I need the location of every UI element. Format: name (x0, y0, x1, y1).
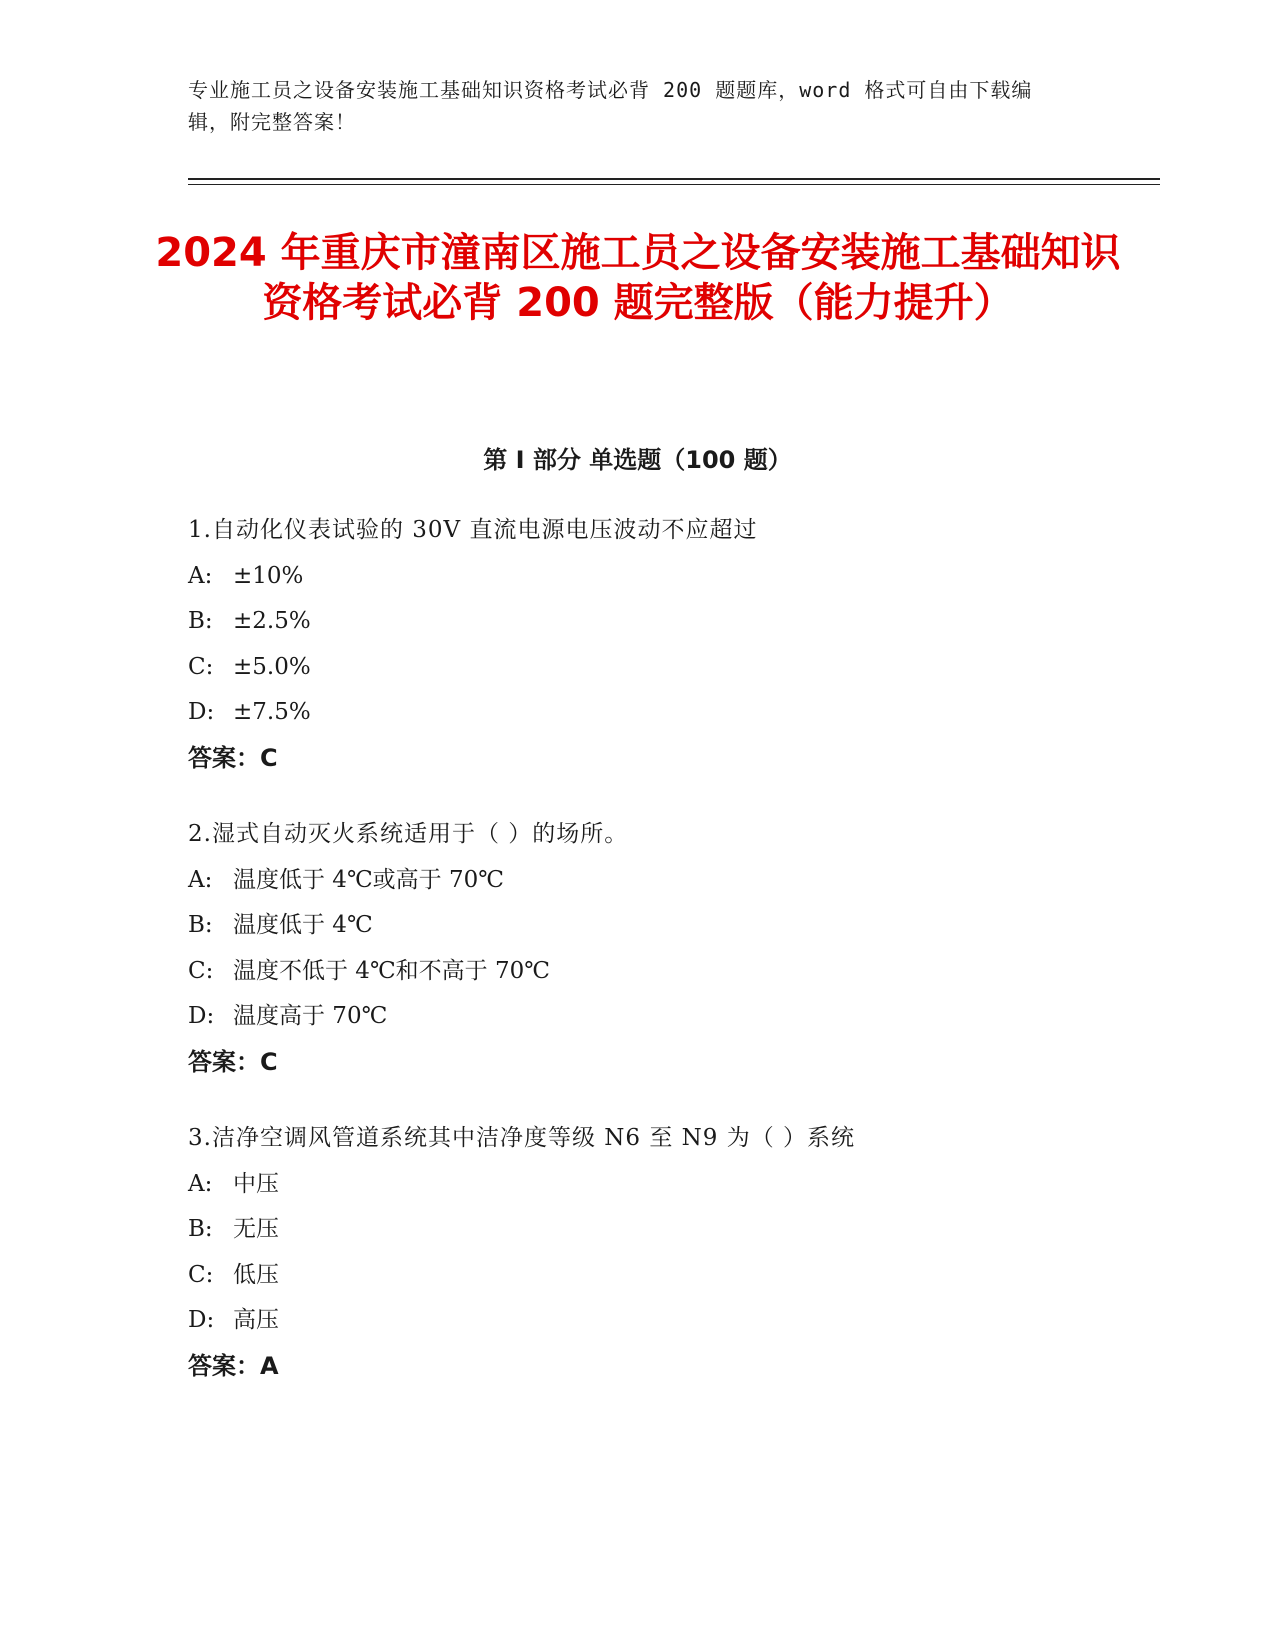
option-d: D: ±7.5% (188, 699, 311, 725)
question-stem: 1.自动化仪表试验的 30V 直流电源电压波动不应超过 (188, 517, 758, 543)
header-divider (188, 178, 1160, 180)
option-c: C: 温度不低于 4℃和不高于 70℃ (188, 957, 550, 984)
question-3 (188, 1116, 1188, 1389)
header-note: 专业施工员之设备安装施工基础知识资格考试必背 200 题题库，word 格式可自由下载编辑，附完整答案！ (188, 78, 1033, 134)
question-1 (188, 508, 1188, 781)
option-d: D: 温度高于 70℃ (188, 1003, 388, 1029)
option-b: B: ±2.5% (188, 608, 311, 634)
option-c: C: 低压 (188, 1261, 279, 1288)
option-a: A: ±10% (188, 562, 304, 589)
option-a: A: 温度低于 4℃或高于 70℃ (188, 866, 504, 893)
option-b: B: 温度低于 4℃ (188, 912, 373, 938)
answer: 答案：A (188, 1351, 279, 1380)
question-stem: 2.湿式自动灭火系统适用于（ ）的场所。 (188, 821, 629, 847)
option-a: A: 中压 (188, 1170, 279, 1197)
answer: 答案：C (188, 743, 278, 772)
question-2 (188, 812, 1188, 1085)
option-b: B: 无压 (188, 1216, 279, 1242)
question-stem: 3.洁净空调风管道系统其中洁净度等级 N6 至 N9 为（ ）系统 (188, 1125, 856, 1151)
section-heading: 第 I 部分 单选题（100 题） (483, 446, 792, 474)
option-d: D: 高压 (188, 1307, 279, 1333)
header-divider-thin (188, 184, 1160, 185)
document-title: 2024 年重庆市潼南区施工员之设备安装施工基础知识资格考试必背 200 题完整版（能力提升） (155, 230, 1121, 326)
option-c: C: ±5.0% (188, 653, 311, 680)
answer: 答案：C (188, 1047, 278, 1076)
